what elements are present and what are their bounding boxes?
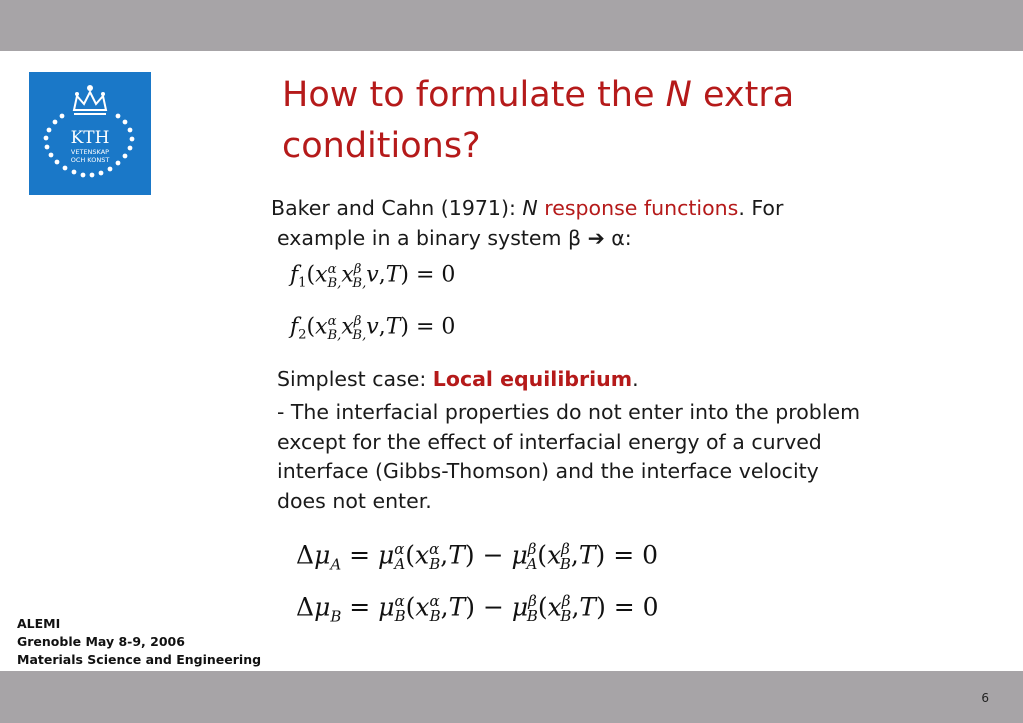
logo-motto-1: VETENSKAP xyxy=(70,148,110,156)
footer-line-2: Grenoble May 8-9, 2006 xyxy=(17,634,185,649)
logo-motto-2: OCH KONST xyxy=(70,156,110,164)
top-bar xyxy=(0,0,1023,51)
intro-line-2: example in a binary system β ➔ α: xyxy=(277,226,632,250)
intro-red-phrase: response functions xyxy=(537,196,739,220)
intro-italic-n: N xyxy=(522,196,538,220)
title-prefix: How to formulate the xyxy=(282,75,666,115)
bottom-bar xyxy=(0,671,1023,723)
page-number: 6 xyxy=(981,691,989,705)
intro-lead: Baker and Cahn (1971): xyxy=(271,196,523,220)
paragraph-line: - The interfacial properties do not enter into the problem xyxy=(277,400,861,424)
paragraph-line: interface (Gibbs-Thomson) and the interface velocity xyxy=(277,459,819,483)
slide-title xyxy=(282,70,922,172)
simplest-case xyxy=(277,365,977,395)
title-suffix: extra conditions? xyxy=(282,75,795,166)
simplest-end: . xyxy=(632,367,639,391)
kth-logo xyxy=(29,72,151,195)
footer-line-3: Materials Science and Engineering xyxy=(17,652,262,667)
logo-text: KTH xyxy=(70,128,110,148)
footer xyxy=(17,615,261,669)
paragraph-line: except for the effect of interfacial energy of a curved xyxy=(277,429,822,454)
simplest-highlight: Local equilibrium xyxy=(432,367,633,391)
title-italic: N xyxy=(665,75,692,115)
equation-delta-mu-b: $\Delta\mu_B = \mu^\alpha_B(x^\alpha_B,T) - \mu^\beta_B(x^\beta_B,T) = 0$ xyxy=(296,592,659,626)
equation-delta-mu-a: $\Delta\mu_A = \mu^\alpha_A(x^\alpha_B,T) - \mu^\beta_A(x^\beta_B,T) = 0$ xyxy=(296,540,659,574)
paragraph xyxy=(277,398,997,516)
equation-f2: $f_2(x^\alpha_{B,}x^\beta_{B,}v,T) = 0$ xyxy=(290,314,456,343)
paragraph-line: does not enter. xyxy=(277,488,432,513)
intro-tail: . For xyxy=(738,196,784,220)
simplest-label: Simplest case: xyxy=(277,367,433,391)
equation-f1: $f_1(x^\alpha_{B,}x^\beta_{B,}v,T) = 0$ xyxy=(290,262,456,291)
intro-line-1 xyxy=(271,194,971,224)
footer-line-1: ALEMI xyxy=(17,616,61,631)
